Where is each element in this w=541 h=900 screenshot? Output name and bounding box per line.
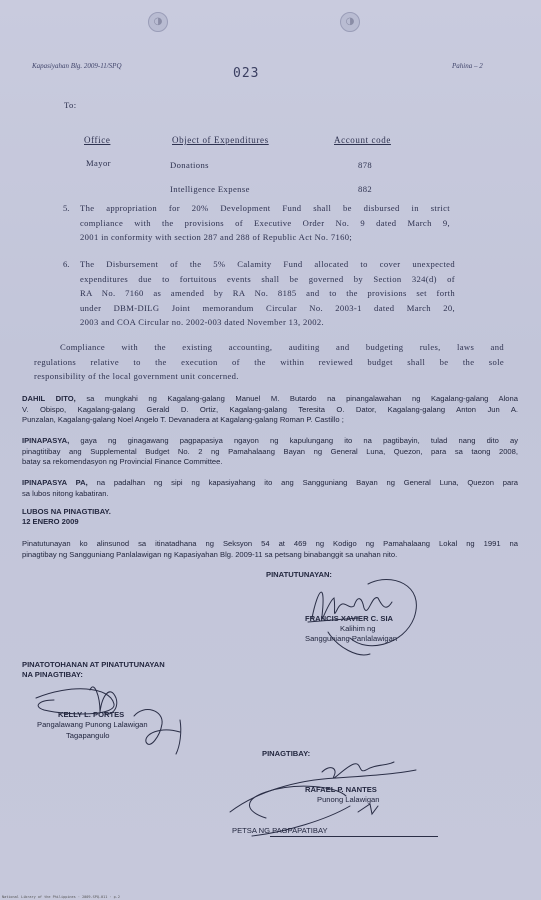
ipinapasya-pa-line: na padalhan ng sipi ng kapasiyahang ito ang Sangguniang Bayan ng General Luna, Quezon para (87, 478, 518, 487)
item-paragraph (80, 257, 455, 330)
ipinapasya-paragraph (22, 436, 518, 468)
certification-line: pinagtibay ng Sangguniang Panlalawigan ng Kapasiyahan Blg. 2009-11 sa petsang binabanggit sa unahan nito. (22, 549, 398, 559)
signatory-title: Sangguniang Panlalawigan (305, 634, 398, 643)
dahil-dito-line: V. Obispo, Kagalang-galang Gerald D. Ortiz, Kagalang-galang Teresita O. Dator, Kagalang-galang Anton Jun A. (22, 404, 518, 414)
table-cell-object: Intelligence Expense (170, 184, 250, 194)
to-label: To: (64, 100, 77, 110)
signatory-name: RAFAEL P. NANTES (305, 785, 377, 794)
resolution-reference: Kapasiyahan Blg. 2009-11/SPQ (32, 62, 122, 70)
signatory-name: FRANCIS XAVIER C. SIA (305, 614, 394, 623)
pinatutunayan-label: PINATUTUNAYAN: (266, 570, 332, 579)
date-of-approval-label: PETSA NG PAGPAPATIBAY (232, 826, 328, 835)
certification-line: Pinatutunayan ko alinsunod sa itinatadhana ng Seksyon 54 at 469 ng Kodigo ng Pamahalaang Lokal ng 1991 na (22, 539, 518, 548)
item-line: 2003 and COA Circular no. 2002-003 dated November 13, 2002. (80, 317, 325, 327)
compliance-line: regulations relative to the execution of the within reviewed budget shall be the sole (34, 356, 504, 367)
ipinapasya-pa-lead: IPINAPASYA PA, (22, 478, 88, 487)
certification-paragraph (22, 539, 518, 560)
footer-note: National Library of the Philippines · 2009-SPQ-011 · p.2 (2, 895, 121, 899)
dahil-dito-line: Punzalan, Kagalang-galang Noel Angelo T. Devanadera at Kagalang-galang Roman P. Castillo ; (22, 415, 344, 425)
table-cell-office: Mayor (86, 158, 111, 168)
table-cell-code: 878 (358, 160, 373, 170)
item-line: compliance with the provisions of Executive Order No. 9 dated March 9, (80, 217, 450, 228)
stamp-number: 023 (233, 66, 260, 81)
approved-date: 12 ENERO 2009 (22, 517, 79, 526)
table-cell-code: 882 (358, 184, 373, 194)
compliance-line: Compliance with the existing accounting, auditing and budgeting rules, laws and (60, 342, 504, 352)
signatory-title: Kalihim ng (340, 624, 376, 633)
page-label: Pahina – 2 (452, 62, 483, 70)
dahil-dito-lead: DAHIL DITO, (22, 394, 76, 403)
ipinapasya-pa-line: sa lubos nitong kabatiran. (22, 488, 109, 498)
item-line: 2001 in conformity with section 287 and 288 of Republic Act No. 7160; (80, 232, 353, 242)
dahil-dito-paragraph (22, 394, 518, 426)
dahil-dito-line: sa mungkahi ng Kagalang-galang Manuel M. Butardo na pinangalawahan ng Kagalang-galang Alona (75, 394, 518, 403)
table-header-object: Object of Expenditures (172, 135, 269, 145)
item-line: expenditures due to fortuitous events shall be governed by Section 324(d) of (80, 273, 455, 284)
signatory-title: Punong Lalawigan (317, 795, 380, 804)
ipinapasya-line: batay sa rekomendasyon ng Provincial Finance Committee. (22, 457, 223, 467)
binder-hole-left: ◑ (148, 12, 168, 32)
table-header-account-code: Account code (334, 135, 391, 145)
item-number: 5. (63, 203, 70, 213)
table-cell-object: Donations (170, 160, 209, 170)
item-line: The appropriation for 20% Development Fund shall be disbursed in strict (80, 203, 450, 213)
signatory-title: Tagapangulo (66, 731, 110, 740)
ipinapasya-line: pinagtitibay ang Supplemental Budget No. 2 ng Pamahalaang Bayan ng General Luna, Quezon, para sa taong 2008, (22, 446, 518, 456)
table-header-office: Office (84, 135, 111, 145)
signature-francis-sia (298, 558, 428, 668)
item-number: 6. (63, 259, 70, 269)
pinagtibay-label: PINAGTIBAY: (262, 749, 311, 758)
compliance-paragraph (34, 340, 504, 384)
signatory-title: Pangalawang Punong Lalawigan (37, 720, 148, 729)
ipinapasya-lead: IPINAPASYA, (22, 436, 70, 445)
date-of-approval-line (270, 836, 438, 837)
item-line: RA No. 7160 as amended by RA No. 8185 and to the provisions set forth (80, 288, 455, 298)
item-line: under DBM-DILG Joint memorandum Circular No. 2003-1 dated March 20, (80, 302, 455, 313)
attested-label: PINATOTOHANAN AT PINATUTUNAYAN (22, 660, 165, 669)
ipinapasya-pa-paragraph (22, 478, 518, 499)
ipinapasya-line: gaya ng ginagawang pagpapasiya ngayon ng kapulungang ito na pagtibayin, tulad nang dito ay (69, 436, 518, 445)
binder-hole-right: ◑ (340, 12, 360, 32)
signatory-name: KELLY L. PORTES (58, 710, 125, 719)
approved-line: LUBOS NA PINAGTIBAY. (22, 507, 111, 516)
compliance-line: responsibility of the local government unit concerned. (34, 371, 239, 381)
item-line: The Disbursement of the 5% Calamity Fund allocated to cover unexpected (80, 259, 455, 269)
item-paragraph (80, 201, 450, 245)
attested-label: NA PINAGTIBAY: (22, 670, 83, 679)
